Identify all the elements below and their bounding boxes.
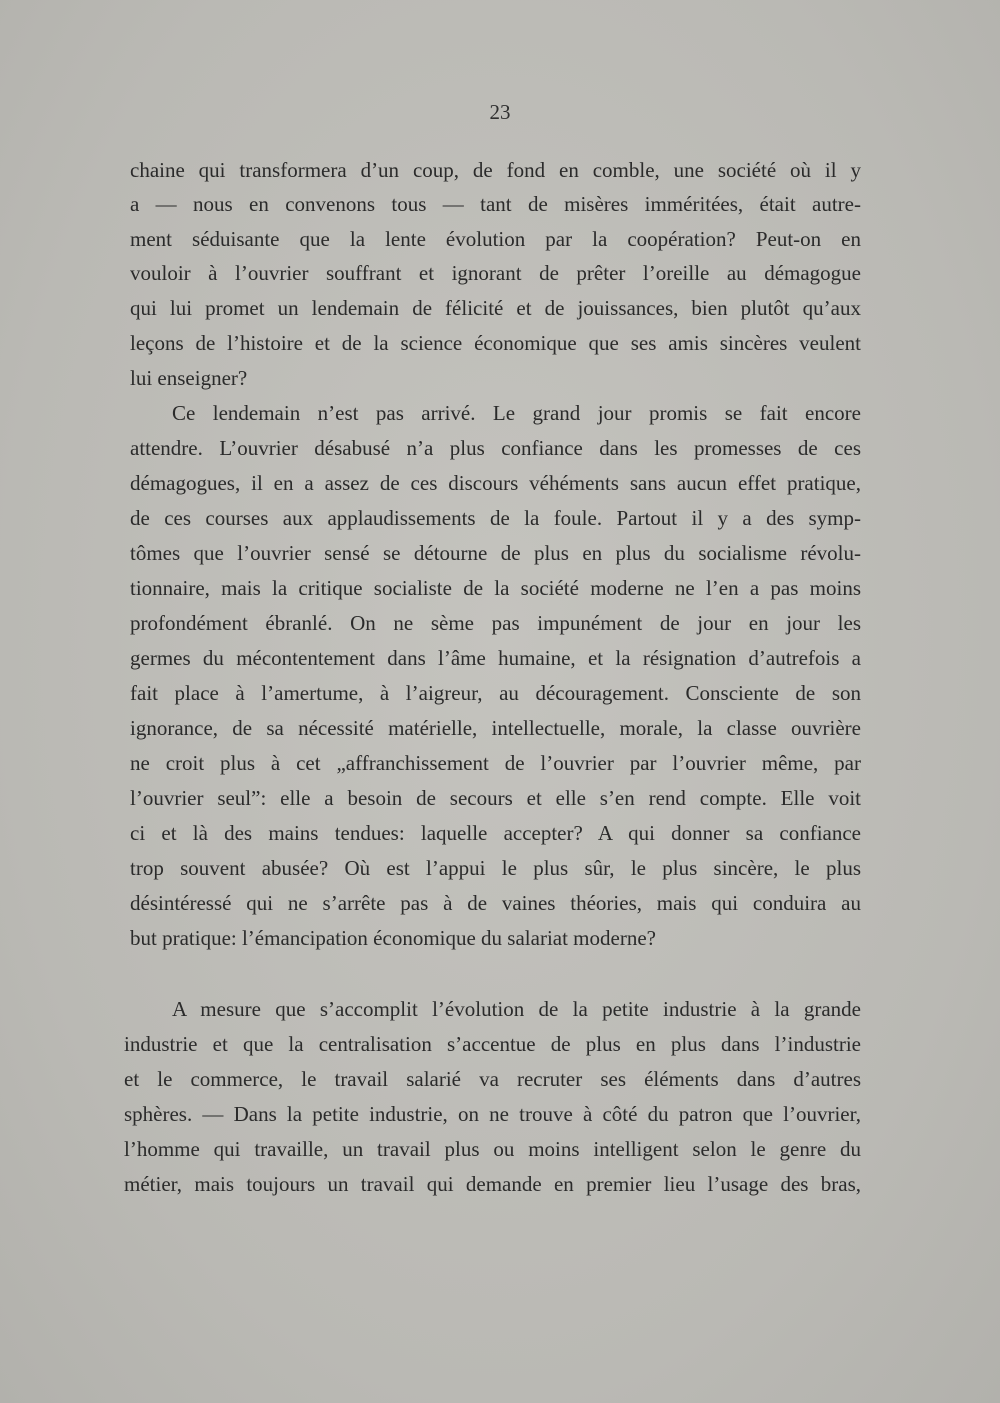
text-line: métier, mais toujours un travail qui demande en premier lieu l’usage des bras, (124, 1172, 861, 1196)
text-line: profondément ébranlé. On ne sème pas impunément de jour en jour les (130, 611, 861, 635)
text-line: attendre. L’ouvrier désabusé n’a plus confiance dans les promesses de ces (130, 436, 861, 460)
text-line: chaine qui transformera d’un coup, de fond en comble, une société où il y (130, 158, 861, 182)
text-line: industrie et que la centralisation s’accentue de plus en plus dans l’industrie (124, 1032, 861, 1056)
text-line: désintéressé qui ne s’arrête pas à de vaines théories, mais qui conduira au (130, 891, 861, 915)
text-line: leçons de l’histoire et de la science économique que ses amis sincères veulent (130, 331, 861, 355)
text-line: ignorance, de sa nécessité matérielle, intellectuelle, morale, la classe ouvrière (130, 716, 861, 740)
text-line: sphères. — Dans la petite industrie, on ne trouve à côté du patron que l’ouvrier, (124, 1102, 861, 1126)
text-line: tionnaire, mais la critique socialiste de la société moderne ne l’en a pas moins (130, 576, 861, 600)
text-line: tômes que l’ouvrier sensé se détourne de plus en plus du socialisme révolu- (130, 541, 861, 565)
text-line: démagogues, il en a assez de ces discours véhéments sans aucun effet pratique, (130, 471, 861, 495)
text-line: ci et là des mains tendues: laquelle accepter? A qui donner sa confiance (130, 821, 861, 845)
page-number: 23 (489, 100, 511, 124)
text-line: lui enseigner? (130, 366, 248, 390)
text-line: l’homme qui travaille, un travail plus ou moins intelligent selon le genre du (124, 1137, 861, 1161)
text-line: ne croit plus à cet „affranchissement de l’ouvrier par l’ouvrier même, par (130, 751, 861, 775)
text-line: a — nous en convenons tous — tant de misères imméritées, était autre- (130, 192, 861, 216)
text-line: vouloir à l’ouvrier souffrant et ignorant de prêter l’oreille au démagogue (130, 261, 861, 285)
text-line: but pratique: l’émancipation économique du salariat moderne? (130, 926, 656, 950)
text-line: l’ouvrier seul”: elle a besoin de secours et elle s’en rend compte. Elle voit (130, 786, 861, 810)
text-line: fait place à l’amertume, à l’aigreur, au découragement. Consciente de son (130, 681, 861, 705)
text-line: de ces courses aux applaudissements de la foule. Partout il y a des symp- (130, 506, 861, 530)
text-line: A mesure que s’accomplit l’évolution de la petite industrie à la grande (172, 997, 861, 1021)
text-line: ment séduisante que la lente évolution par la coopération? Peut-on en (130, 227, 861, 251)
text-line: trop souvent abusée? Où est l’appui le plus sûr, le plus sincère, le plus (130, 856, 861, 880)
text-line: Ce lendemain n’est pas arrivé. Le grand jour promis se fait encore (172, 401, 861, 425)
text-line: qui lui promet un lendemain de félicité et de jouissances, bien plutôt qu’aux (130, 296, 861, 320)
text-line: et le commerce, le travail salarié va recruter ses éléments dans d’autres (124, 1067, 861, 1091)
text-line: germes du mécontentement dans l’âme humaine, et la résignation d’autrefois a (130, 646, 861, 670)
